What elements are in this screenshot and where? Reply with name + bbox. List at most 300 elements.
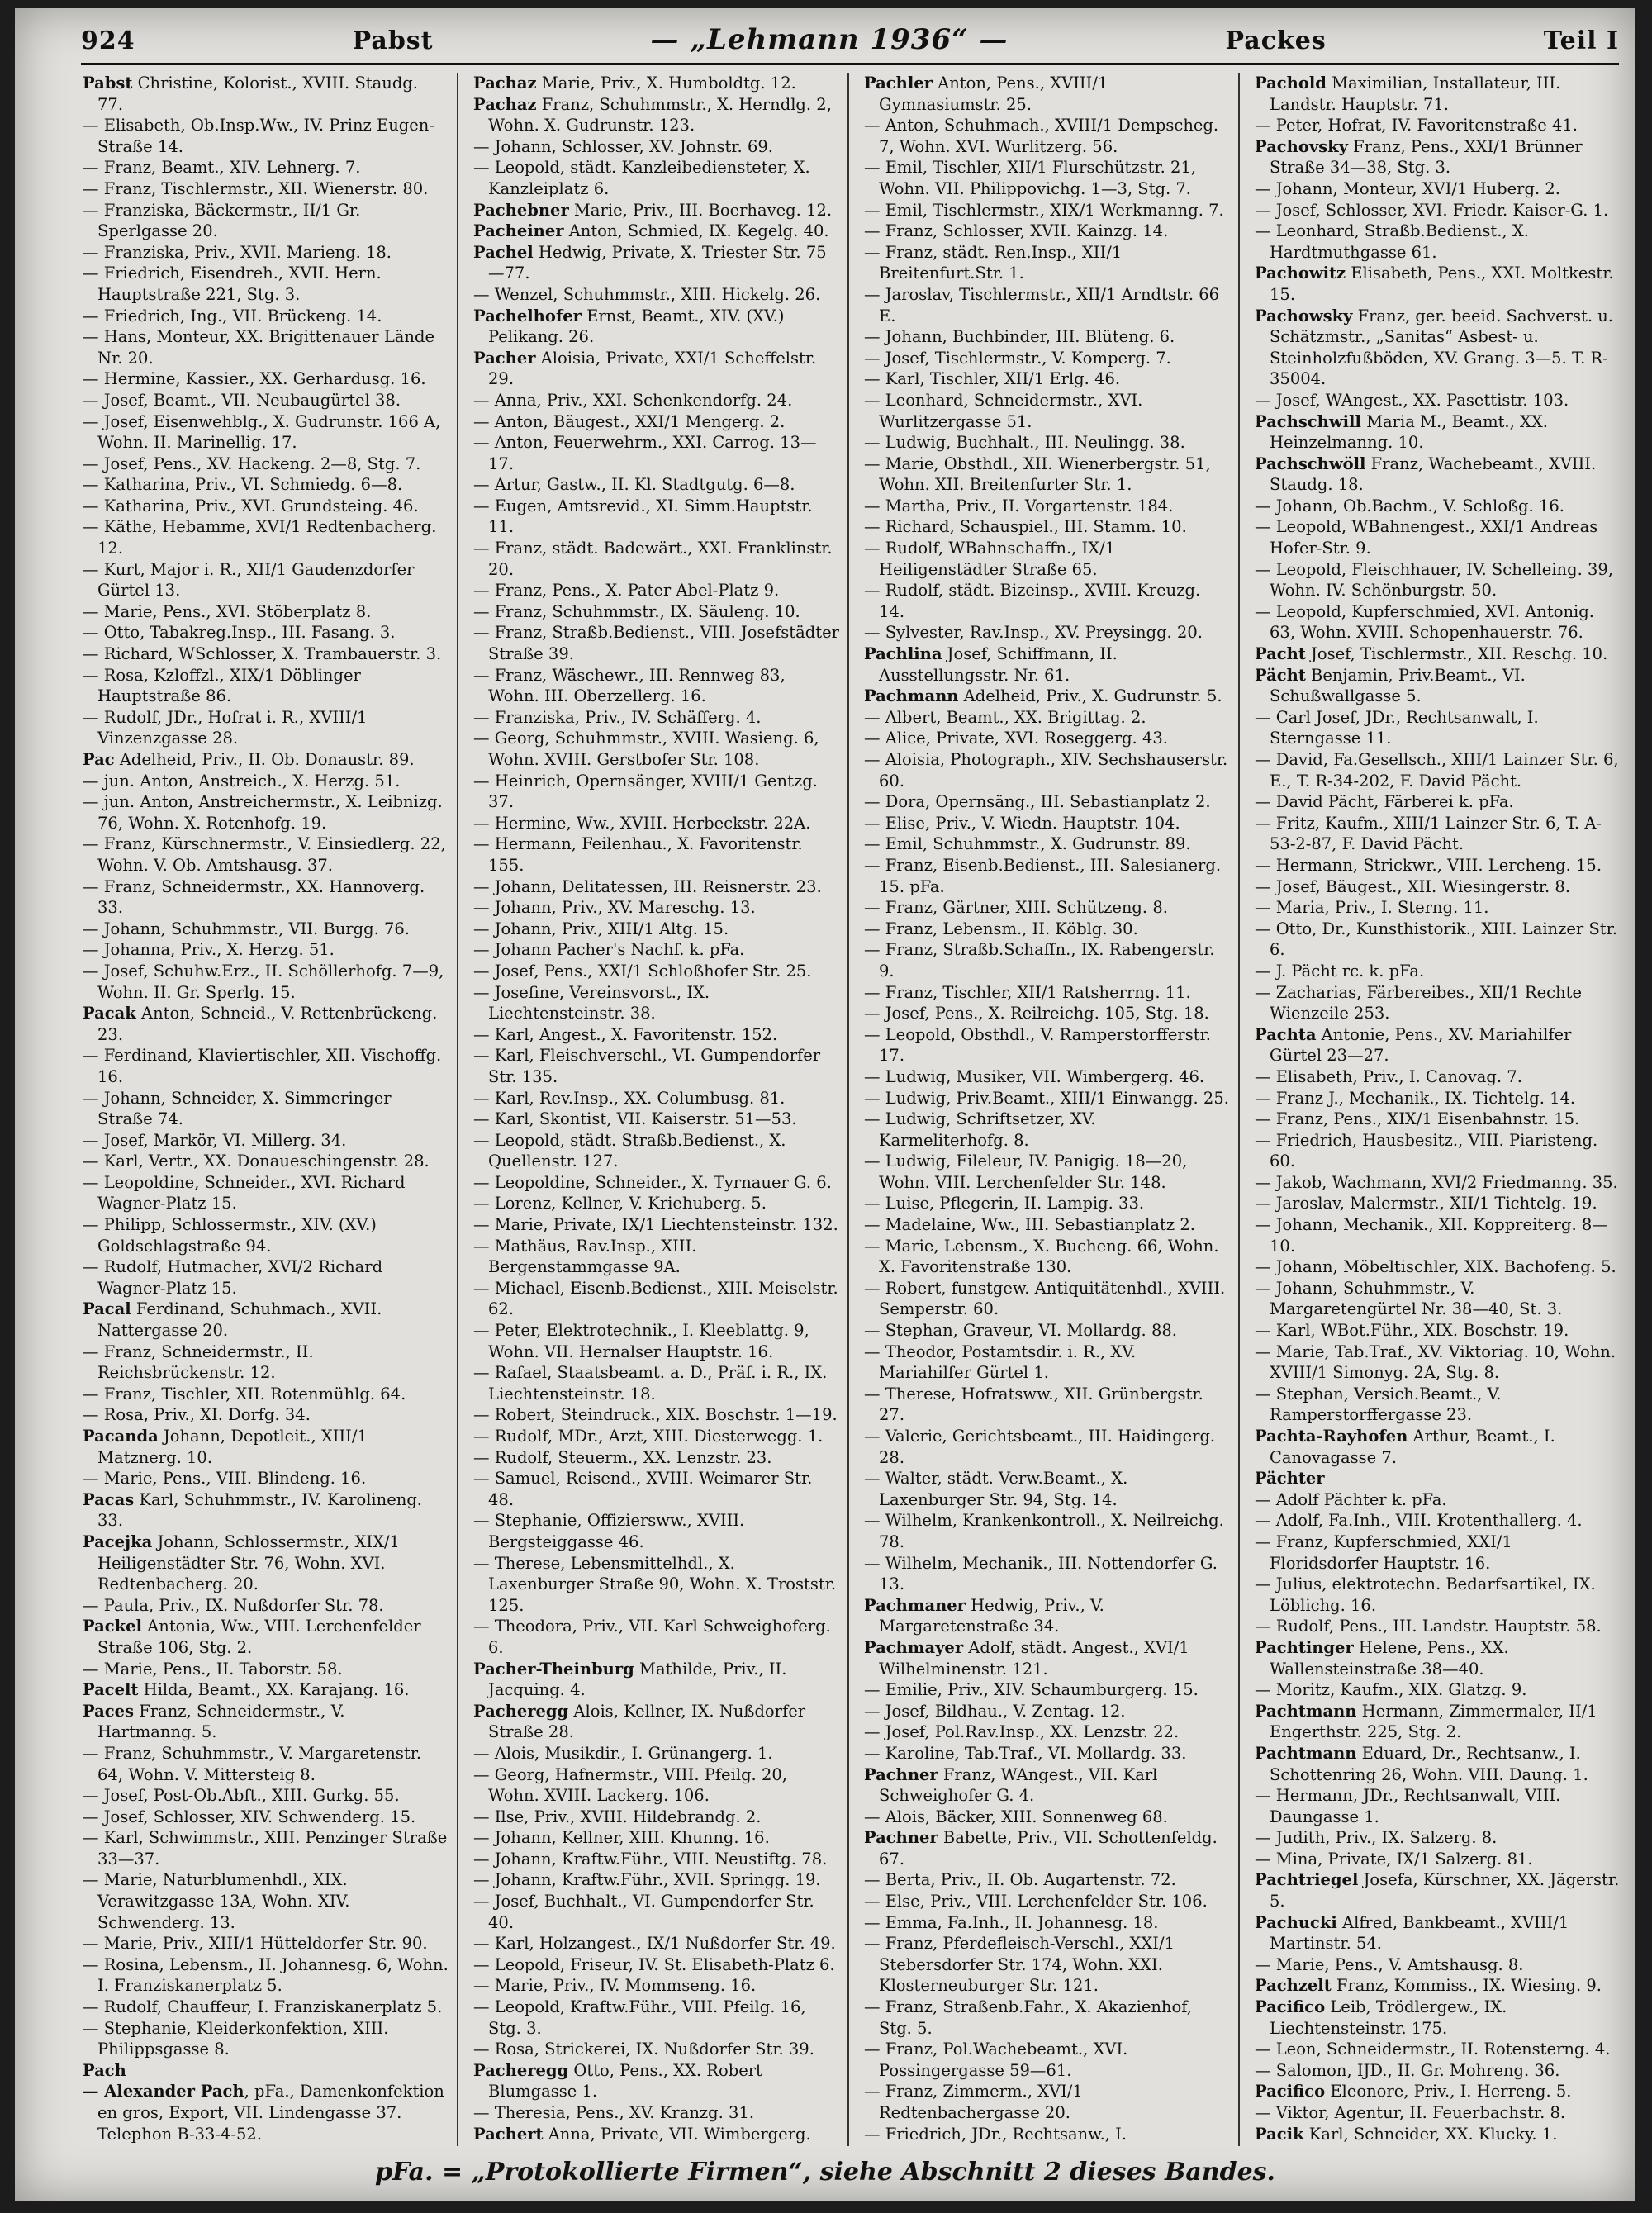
entry-surname: Pac	[83, 750, 115, 769]
directory-entry	[473, 833, 839, 876]
directory-entry	[473, 94, 839, 136]
entry-surname: Pachucki	[1255, 1912, 1337, 1932]
entry-details: — Moritz, Kaufm., XIX. Glatzg. 9.	[1255, 1680, 1527, 1700]
directory-entry	[1255, 136, 1621, 178]
directory-entry	[83, 200, 449, 242]
entry-surname: Pacanda	[83, 1427, 159, 1446]
entry-details: Johann, Schlossermstr., XIX/1 Heiligenstädter Str. 76, Wohn. XVI. Redtenbacherg. 20.	[97, 1532, 400, 1594]
directory-entry	[473, 390, 839, 411]
entry-surname: Pachta-Rayhofen	[1255, 1427, 1408, 1446]
directory-entry	[473, 538, 839, 580]
entry-details: — Hans, Monteur, XX. Brigittenauer Lände Nr. 20.	[83, 327, 435, 368]
entry-details: — Franz, Kürschnermstr., V. Einsiedlerg. 22, Wohn. V. Ob. Amtshausg. 37.	[83, 834, 446, 875]
directory-entry	[1255, 1637, 1621, 1679]
directory-entry	[1255, 2124, 1621, 2145]
directory-entry	[83, 1468, 449, 1489]
entry-details: — Madelaine, Ww., III. Sebastianplatz 2.	[864, 1215, 1195, 1235]
directory-entry	[473, 2039, 839, 2060]
directory-entry	[473, 1827, 839, 1849]
directory-entry	[864, 1679, 1230, 1701]
directory-entry	[83, 1404, 449, 1426]
directory-entry	[1255, 1342, 1621, 1384]
directory-entry	[864, 1342, 1230, 1384]
entry-surname: Pächt	[1255, 665, 1306, 685]
entry-details: Josef, Tischlermstr., XII. Reschg. 10.	[1305, 644, 1608, 664]
entry-details: — Salomon, IJD., II. Gr. Mohreng. 36.	[1255, 2060, 1560, 2080]
entry-details: — Johann, Kraftw.Führ., XVII. Springg. 19.	[473, 1870, 821, 1890]
entry-surname: Pachowitz	[1255, 264, 1346, 283]
entry-details: — Michael, Eisenb.Bedienst., XIII. Meiselstr. 62.	[473, 1278, 838, 1319]
entry-details: — Otto, Dr., Kunsthistorik., XIII. Lainzer Str. 6.	[1255, 919, 1618, 960]
directory-entry	[864, 432, 1230, 454]
entry-details: — Anton, Bäugest., XXI/1 Mengerg. 2.	[473, 411, 786, 431]
directory-entry	[83, 2144, 449, 2146]
entry-details: — Johann, Schneider, X. Simmeringer Straße 74.	[83, 1088, 392, 1129]
directory-entry	[1255, 1616, 1621, 1637]
entry-surname: Paces	[83, 1701, 135, 1721]
entry-surname: Pacheregg	[473, 2060, 569, 2080]
directory-entry	[864, 580, 1230, 622]
entry-surname: Pächter	[1255, 1469, 1325, 1489]
entry-details: — Johann, Monteur, XVI/1 Huberg. 2.	[1255, 178, 1560, 198]
entry-details: — Marie, Obsthdl., XII. Wienerbergstr. 51, Wohn. XII. Breitenfurter Str. 1.	[864, 454, 1211, 495]
entry-details: — Marie, Pens., V. Amtshausg. 8.	[1255, 1954, 1524, 1974]
directory-entry	[473, 1869, 839, 1891]
entry-surname: Pach	[83, 2060, 126, 2080]
entry-details: Alfred, Bankbeamt., XVIII/1 Martinstr. 54.	[1270, 1912, 1569, 1954]
directory-entry	[473, 348, 839, 390]
entry-surname: Pacifico	[1255, 1997, 1326, 2017]
directory-entry	[473, 580, 839, 601]
entry-details: — Karoline, Tab.Traf., VI. Mollardg. 33.	[864, 1743, 1187, 1763]
entry-details: — Johann, Möbeltischler, XIX. Bachofeng. 5.	[1255, 1257, 1616, 1277]
entry-details: Alois, Kellner, IX. Nußdorfer Straße 28.	[488, 1701, 806, 1742]
directory-entry	[864, 707, 1230, 729]
entry-details: — Franz, Schuhmmstr., V. Margaretenstr. 64, Wohn. V. Mittersteig 8.	[83, 1743, 422, 1784]
entry-details: Eduard, Dr., Rechtsanw., I. Schottenring 26, Wohn. VIII. Daung. 1.	[1270, 1743, 1588, 1784]
directory-entry	[473, 2124, 839, 2146]
directory-entry	[83, 2018, 449, 2060]
directory-entry	[1255, 1785, 1621, 1827]
directory-entry	[864, 496, 1230, 517]
directory-entry	[864, 1912, 1230, 1934]
directory-entry	[1255, 1172, 1621, 1194]
entry-details: — Franz, Gärtner, XIII. Schützeng. 8.	[864, 898, 1168, 918]
directory-entry	[864, 1193, 1230, 1214]
entry-details: — Ludwig, Buchhalt., III. Neulingg. 38.	[864, 433, 1185, 453]
entry-details: — Alois, Bäcker, XIII. Sonnenweg 68.	[864, 1807, 1168, 1826]
entry-details: Ferdinand, Schuhmach., XVII. Nattergasse 20.	[97, 1299, 382, 1341]
directory-entry	[1255, 496, 1621, 517]
entry-details: Josef, Schiffmann, II. Ausstellungsstr. Nr. 61.	[879, 644, 1118, 685]
entry-details: — Alois, Musikdir., I. Grünangerg. 1.	[473, 1743, 773, 1763]
directory-entry	[1255, 178, 1621, 200]
directory-entry	[1255, 559, 1621, 601]
entry-details: Hedwig, Priv., V. Margaretenstraße 34.	[879, 1595, 1104, 1636]
directory-entry	[473, 1088, 839, 1109]
entry-details: — Richard, Schauspiel., III. Stamm. 10.	[864, 517, 1187, 537]
entry-details: — Rafael, Staatsbeamt. a. D., Präf. i. R., IX. Liechtensteinstr. 18.	[473, 1363, 828, 1403]
directory-entry	[1255, 601, 1621, 643]
directory-entry	[864, 919, 1230, 940]
directory-entry	[864, 73, 1230, 115]
entry-surname: Pacht	[1255, 644, 1306, 664]
directory-entry	[473, 1362, 839, 1404]
entry-surname	[1255, 2145, 1304, 2146]
entry-surname: Pacak	[83, 1004, 136, 1023]
entry-details: Antonia, Ww., VIII. Lerchenfelder Straße 106, Stg. 2.	[97, 1617, 421, 1657]
directory-entry	[83, 833, 449, 876]
directory-entry	[473, 1236, 839, 1278]
entry-details: — Johann, Mechanik., XII. Koppreiterg. 8—10.	[1255, 1215, 1608, 1256]
directory-entry	[1255, 982, 1621, 1024]
directory-entry	[864, 643, 1230, 686]
entry-details: — Johann, Buchbinder, III. Blüteng. 6.	[864, 327, 1175, 347]
entry-details: — Stephan, Graveur, VI. Mollardg. 88.	[864, 1321, 1177, 1341]
column-3	[864, 73, 1240, 2146]
entry-details: — Valerie, Gerichtsbeamt., III. Haidingerg. 28.	[864, 1427, 1216, 1467]
entry-details: — David, Fa.Gesellsch., XIII/1 Lainzer Str. 6, E., T. R-34-202, F. David Pächt.	[1255, 750, 1619, 791]
entry-details: Hedwig, Private, X. Triester Str. 75—77.	[488, 242, 827, 283]
entry-surname: Pachold	[1255, 74, 1327, 93]
entry-details: — Leopold, Fleischhauer, IV. Schelleing. 39, Wohn. IV. Schönburgstr. 50.	[1255, 559, 1614, 601]
entry-surname: Pachta	[1255, 1024, 1317, 1044]
directory-entry	[1255, 454, 1621, 496]
entry-details: — Leopold, Kupferschmied, XVI. Antonig. 63, Wohn. XVIII. Schopenhauerstr. 76.	[1255, 601, 1594, 643]
entry-surname: Pachmayer	[864, 1637, 964, 1657]
directory-entry	[83, 961, 449, 1003]
entry-details: — Luise, Pflegerin, II. Lampig. 33.	[864, 1194, 1145, 1213]
directory-entry	[1255, 1489, 1621, 1511]
directory-entry	[864, 1510, 1230, 1552]
directory-entry	[1255, 1679, 1621, 1701]
entry-details: — Leopold, städt. Straßb.Bedienst., X. Quellenstr. 127.	[473, 1130, 786, 1171]
directory-entry	[864, 1869, 1230, 1891]
page-header	[81, 23, 1619, 64]
entry-details: — Rudolf, JDr., Hofrat i. R., XVIII/1 Vinzenzgasse 28.	[83, 707, 368, 748]
directory-entry	[1255, 2102, 1621, 2124]
directory-entry	[473, 1447, 839, 1469]
entry-details: — Josef, Schlosser, XVI. Friedr. Kaiser-G. 1.	[1255, 200, 1609, 220]
directory-entry	[83, 1785, 449, 1807]
directory-entry	[473, 73, 839, 94]
directory-entry	[864, 538, 1230, 580]
entry-details: — Johann, Schuhmmstr., VII. Burgg. 76.	[83, 919, 410, 938]
directory-entry	[864, 242, 1230, 284]
entry-details: — Theodor, Postamtsdir. i. R., XV. Mariahilfer Gürtel 1.	[864, 1342, 1137, 1383]
entry-details: — Stephanie, Kleiderkonfektion, XIII. Philippsgasse 8.	[83, 2018, 389, 2059]
entry-surname: Pachschwöll	[1255, 454, 1366, 473]
directory-entry	[1255, 2081, 1621, 2102]
entry-details: — Rosa, Strickerei, IX. Nußdorfer Str. 39.	[473, 2040, 814, 2059]
entry-details: — Johanna, Priv., X. Herzg. 51.	[83, 940, 335, 960]
entry-details: — Johann Pacher's Nachf. k. pFa.	[473, 940, 745, 960]
entry-details: — Rudolf, MDr., Arzt, XIII. Diesterwegg. 1.	[473, 1427, 824, 1446]
entry-details: , pFa., Damenkonfektion en gros, Export, VII. Lindengasse 37. Telephon B-33-4-52.	[97, 2082, 444, 2144]
directory-entry	[1255, 1109, 1621, 1130]
entry-details: — Karl, Rev.Insp., XX. Columbusg. 81.	[473, 1088, 786, 1108]
directory-entry	[473, 1130, 839, 1172]
directory-entry	[864, 157, 1230, 199]
directory-entry	[83, 1869, 449, 1933]
directory-entry	[473, 2060, 839, 2102]
entry-details: Franz, Schneidermstr., V. Hartmanng. 5.	[97, 1701, 345, 1742]
entry-details: Anton, Pens., XVIII/1 Gymnasiumstr. 25.	[879, 74, 1108, 114]
directory-entry	[1255, 1278, 1621, 1320]
directory-entry	[1255, 961, 1621, 982]
directory-entry	[473, 200, 839, 221]
directory-entry	[864, 982, 1230, 1004]
entry-details: — Theresia, Pens., XV. Kranzg. 31.	[473, 2103, 755, 2122]
directory-entry	[83, 919, 449, 940]
entry-details: — Franz, Schuhmmstr., IX. Säuleng. 10.	[473, 601, 800, 621]
directory-entry	[1255, 1743, 1621, 1785]
directory-entry	[83, 1003, 449, 1045]
entry-details: — Therese, Lebensmittelhdl., X. Laxenburger Straße 90, Wohn. X. Troststr. 125.	[473, 1553, 837, 1615]
directory-entry	[473, 1045, 839, 1087]
directory-entry	[473, 242, 839, 284]
entry-details: — Franz, Tischler, XII. Rotenmühlg. 64.	[83, 1384, 406, 1403]
directory-entry	[864, 1003, 1230, 1024]
directory-entry	[83, 1130, 449, 1152]
entry-surname: Pachner	[864, 1764, 938, 1784]
entry-details: Adelheid, Priv., X. Gudrunstr. 5.	[958, 686, 1222, 706]
directory-entry	[473, 1109, 839, 1130]
directory-entry	[864, 1151, 1230, 1193]
entry-details: — Else, Priv., VIII. Lerchenfelder Str. 106.	[864, 1892, 1208, 1911]
entry-details: — Jaroslav, Tischlermstr., XII/1 Arndtstr. 66 E.	[864, 284, 1220, 325]
directory-entry	[864, 1743, 1230, 1764]
directory-entry	[864, 221, 1230, 242]
directory-entry	[473, 1975, 839, 1997]
entry-details: — Peter, Elektrotechnik., I. Kleeblattg. 9, Wohn. VII. Hernalser Hauptstr. 16.	[473, 1321, 809, 1361]
entry-details: — Josef, Bildhau., V. Zentag. 12.	[864, 1701, 1126, 1721]
directory-entry	[83, 390, 449, 411]
entry-surname: Pachebner	[473, 200, 569, 220]
entry-details: — Robert, funstgew. Antiquitätenhdl., XVIII. Semperstr. 60.	[864, 1278, 1226, 1319]
entry-details: — Marie, Naturblumenhdl., XIX. Verawitzgasse 13A, Wohn. XIV. Schwenderg. 13.	[83, 1870, 350, 1932]
directory-entry	[864, 1553, 1230, 1595]
directory-entry	[1255, 200, 1621, 221]
directory-entry	[864, 728, 1230, 749]
entry-details: — Josef, Pol.Rav.Insp., XX. Lenzstr. 22.	[864, 1722, 1180, 1742]
directory-entry	[864, 686, 1230, 707]
entry-details: — Rosa, Priv., XI. Dorfg. 34.	[83, 1405, 311, 1425]
directory-entry	[1255, 1954, 1621, 1976]
directory-entry	[83, 1045, 449, 1087]
directory-entry	[83, 474, 449, 496]
entry-details: — Jaroslav, Malermstr., XII/1 Tichtelg. 19.	[1255, 1194, 1597, 1213]
directory-entry	[1255, 390, 1621, 411]
entry-details: — Rudolf, Pens., III. Landstr. Hauptstr. 58.	[1255, 1617, 1602, 1636]
entry-details: Josefa, Kürschner, XX. Jägerstr. 5.	[1270, 1870, 1620, 1911]
entry-details: — jun. Anton, Anstreich., X. Herzg. 51.	[83, 771, 401, 791]
entry-surname: Pachel	[473, 242, 534, 262]
entry-details: — Rosa, Kzloffzl., XIX/1 Döblinger Hauptstraße 86.	[83, 665, 361, 706]
entry-surname: Pachert	[473, 2124, 544, 2144]
entry-details: — Franz, Pens., X. Pater Abel-Platz 9.	[473, 581, 780, 601]
directory-entry	[864, 855, 1230, 897]
directory-entry	[864, 1278, 1230, 1320]
entry-details: — Emilie, Priv., XIV. Schaumburgerg. 15.	[864, 1680, 1199, 1700]
entry-details: — Franz, städt. Badewärt., XXI. Franklinstr. 20.	[473, 539, 833, 579]
directory-entry	[864, 1933, 1230, 1997]
directory-entry	[473, 1320, 839, 1362]
entry-details: — Karl, Vertr., XX. Donaueschingenstr. 28.	[83, 1152, 430, 1171]
entry-details: — Johann, Kellner, XIII. Khunng. 16.	[473, 1828, 770, 1848]
directory-entry	[473, 1849, 839, 1870]
entry-surname: Pachaz	[473, 74, 537, 93]
entry-details: Franz, Kommiss., IX. Wiesing. 9.	[1331, 1976, 1602, 1996]
directory-entry	[473, 1659, 839, 1701]
entry-details: — Karl, Holzangest., IX/1 Nußdorfer Str. 49.	[473, 1934, 836, 1954]
entry-details: Leib, Trödlergew., IX. Liechtensteinstr. 175.	[1270, 1997, 1507, 2038]
entry-details: — Josef, Eisenwehblg., X. Gudrunstr. 166 A, Wohn. II. Marinellig. 17.	[83, 411, 441, 453]
entry-details: — Marie, Pens., XVI. Stöberplatz 8.	[83, 601, 372, 621]
entry-details: Aloisia, Private, XXI/1 Scheffelstr. 29.	[488, 348, 817, 389]
entry-details: — Rudolf, Steuerm., XX. Lenzstr. 23.	[473, 1447, 772, 1467]
directory-entry	[1255, 2060, 1621, 2082]
entry-details: — Marie, Lebensm., X. Bucheng. 66, Wohn. X. Favoritenstraße 130.	[864, 1236, 1219, 1277]
entry-details: Franz, Pens., XXI/1 Brünner Straße 34—38, Stg. 3.	[1270, 136, 1583, 178]
directory-entry	[1255, 813, 1621, 855]
directory-entry	[473, 1278, 839, 1320]
entry-details: Anna, Private, VII. Wimbergerg.	[548, 2124, 811, 2144]
entry-details: — Josef, Tischlermstr., V. Komperg. 7.	[864, 348, 1171, 368]
directory-entry	[864, 348, 1230, 369]
directory-entry	[83, 1342, 449, 1384]
directory-entry	[83, 791, 449, 833]
directory-entry	[83, 559, 449, 601]
entry-details: — Philipp, Schlossermstr., XIV. (XV.) Goldschlagstraße 94.	[83, 1215, 377, 1256]
entry-details: — Sylvester, Rav.Insp., XV. Preysingg. 20.	[864, 623, 1203, 643]
directory-entry	[473, 1954, 839, 1976]
entry-details: — Leopold, Kraftw.Führ., VIII. Pfeilg. 16, Stg. 3.	[473, 1997, 806, 2038]
entry-details: — Mathäus, Rav.Insp., XIII. Bergenstammgasse 9A.	[473, 1236, 697, 1277]
directory-entry	[83, 411, 449, 454]
directory-entry	[473, 876, 839, 898]
directory-entry	[473, 1510, 839, 1552]
directory-entry	[864, 1468, 1230, 1510]
directory-entry	[864, 813, 1230, 834]
directory-entry	[83, 263, 449, 305]
entry-details: — Karl, WBot.Führ., XIX. Boschstr. 19.	[1255, 1321, 1569, 1341]
directory-entry	[83, 1701, 449, 1743]
entry-details: — Judith, Priv., IX. Salzerg. 8.	[1255, 1828, 1498, 1848]
entry-details: — Georg, Schuhmmstr., XVIII. Wasieng. 6, Wohn. XVIII. Gerstbofer Str. 108.	[473, 729, 819, 769]
entry-surname: Pacifico	[1255, 2082, 1326, 2101]
entry-details: — Friedrich, Eisendreh., XVII. Hern. Hauptstraße 221, Stg. 3.	[83, 264, 382, 304]
entry-details: — Rudolf, Chauffeur, I. Franziskanerplatz 5.	[83, 1997, 443, 2017]
entry-details: — Ilse, Priv., XVIII. Hildebrandg. 2.	[473, 1807, 762, 1826]
directory-entry	[83, 1384, 449, 1405]
entry-details: — Josef, Pens., XV. Hackeng. 2—8, Stg. 7.	[83, 454, 421, 473]
footer-note: pFa. = „Protokollierte Firmen“, siehe Abschnitt 2 dieses Bandes.	[375, 2158, 1275, 2187]
entry-details: — Leopoldine, Schneider., XVI. Richard Wagner-Platz 15.	[83, 1172, 406, 1213]
entry-details: — Samuel, Reisend., XVIII. Weimarer Str. 48.	[473, 1469, 813, 1509]
entry-details: — Hermann, Feilenhau., X. Favoritenstr. 155.	[473, 834, 803, 875]
directory-entry	[473, 665, 839, 707]
entry-surname: Pachschwill	[1255, 411, 1361, 431]
directory-entry	[864, 1384, 1230, 1426]
entry-details: — Leopold, WBahnengest., XXI/1 Andreas Hofer-Str. 9.	[1255, 517, 1598, 558]
entry-details: — Alice, Private, XVI. Roseggerg. 43.	[864, 729, 1168, 748]
directory-entry	[864, 1236, 1230, 1278]
entry-details: — Karl, Tischler, XII/1 Erlg. 46.	[864, 369, 1121, 389]
directory-entry	[864, 1701, 1230, 1722]
entry-surname: Pachlina	[864, 644, 942, 664]
entry-details: — Wilhelm, Krankenkontroll., X. Neilreichg. 78.	[864, 1511, 1224, 1551]
entry-details: — Marie, Tab.Traf., XV. Viktoriag. 10, Wohn. XVIII/1 Simonyg. 2A, Stg. 8.	[1255, 1342, 1616, 1383]
directory-entry	[83, 771, 449, 792]
entry-surname: Pachelhofer	[473, 306, 582, 325]
entry-details: Eleonore, Priv., I. Herreng. 5.	[1325, 2082, 1572, 2101]
directory-entry	[83, 1151, 449, 1172]
entry-details: — Robert, Steindruck., XIX. Boschstr. 1—19.	[473, 1405, 838, 1425]
directory-entry	[83, 454, 449, 475]
entry-details: — Leopold, Friseur, IV. St. Elisabeth-Platz 6.	[473, 1954, 835, 1974]
directory-entry	[1255, 1975, 1621, 1997]
entry-surname: Packel	[83, 1617, 142, 1636]
directory-entry	[83, 326, 449, 368]
directory-entry	[1255, 73, 1621, 115]
entry-details: — Berta, Priv., II. Ob. Augartenstr. 72.	[864, 1870, 1176, 1890]
directory-entry	[1255, 1701, 1621, 1743]
entry-details: — Julius, elektrotechn. Bedarfsartikel, IX. Löblichg. 16.	[1255, 1574, 1596, 1615]
entry-details: — Franz, Zimmerm., XVI/1 Redtenbachergasse 20.	[864, 2082, 1083, 2122]
entry-details: — Franziska, Bäckermstr., II/1 Gr. Sperlgasse 20.	[83, 200, 361, 241]
entry-details: Maximilian, Installateur, III. Landstr. Hauptstr. 71.	[1270, 74, 1561, 114]
directory-entry	[473, 728, 839, 770]
entry-details: — Josef, Buchhalt., VI. Gumpendorfer Str. 40.	[473, 1892, 814, 1932]
entry-details: Maria M., Beamt., XX. Heinzelmanng. 10.	[1270, 411, 1548, 453]
directory-entry	[1255, 1426, 1621, 1468]
entry-details: — Ludwig, Musiker, VII. Wimbergerg. 46.	[864, 1066, 1205, 1086]
directory-entry	[473, 1024, 839, 1046]
entry-details: — Elisabeth, Ob.Insp.Ww., IV. Prinz Eugen-Straße 14.	[83, 116, 434, 156]
directory-entry	[1255, 263, 1621, 305]
directory-entry	[83, 643, 449, 665]
entry-surname: Pacelt	[83, 1680, 139, 1700]
directory-entry	[83, 242, 449, 264]
entry-details: — Maria, Priv., I. Sterng. 11.	[1255, 898, 1489, 918]
entry-details: — Eugen, Amtsrevid., XI. Simm.Hauptstr. 11.	[473, 496, 813, 537]
entry-details: — Johann, Schuhmmstr., V. Margaretengürtel Nr. 38—40, St. 3.	[1255, 1278, 1563, 1319]
entry-details: — Karl, Schwimmstr., XIII. Penzinger Straße 33—37.	[83, 1828, 448, 1869]
entry-details: — Friedrich, Ing., VII. Brückeng. 14.	[83, 306, 382, 325]
directory-entry	[864, 939, 1230, 981]
directory-entry	[83, 1532, 449, 1595]
directory-entry	[1255, 1214, 1621, 1256]
directory-entry	[83, 115, 449, 157]
directory-entry	[1255, 1912, 1621, 1954]
directory-entry	[473, 961, 839, 982]
entry-details: — Carl Josef, JDr., Rechtsanwalt, I. Sterngasse 11.	[1255, 707, 1539, 748]
entry-details: — Ludwig, Fileleur, IV. Panigig. 18—20, Wohn. VIII. Lerchenfelder Str. 148.	[864, 1152, 1188, 1192]
entry-surname: Pachtinger	[1255, 1637, 1354, 1657]
entry-details: — Aloisia, Photograph., XIV. Sechshauserstr. 60.	[864, 750, 1228, 791]
directory-entry	[1255, 876, 1621, 898]
entry-details: — Dora, Opernsäng., III. Sebastianplatz 2.	[864, 792, 1211, 812]
entry-details: — jun. Anton, Anstreichermstr., X. Leibnizg. 76, Wohn. X. Rotenhofg. 19.	[83, 792, 443, 833]
directory-entry	[864, 1214, 1230, 1236]
entry-details: — Rudolf, WBahnschaffn., IX/1 Heiligenstädter Straße 65.	[864, 539, 1116, 579]
entry-details: Babette, Priv., VII. Schottenfeldg. 67.	[879, 1828, 1218, 1869]
entry-details: Adelheid, Priv., II. Ob. Donaustr. 89.	[114, 750, 415, 769]
entry-details: — Franz, Pferdefleisch-Verschl., XXI/1 Stebersdorfer Str. 174, Wohn. XXI. Klosterneuburger Str. 121.	[864, 1934, 1175, 1996]
directory-entry	[473, 1193, 839, 1214]
directory-entry	[473, 939, 839, 961]
